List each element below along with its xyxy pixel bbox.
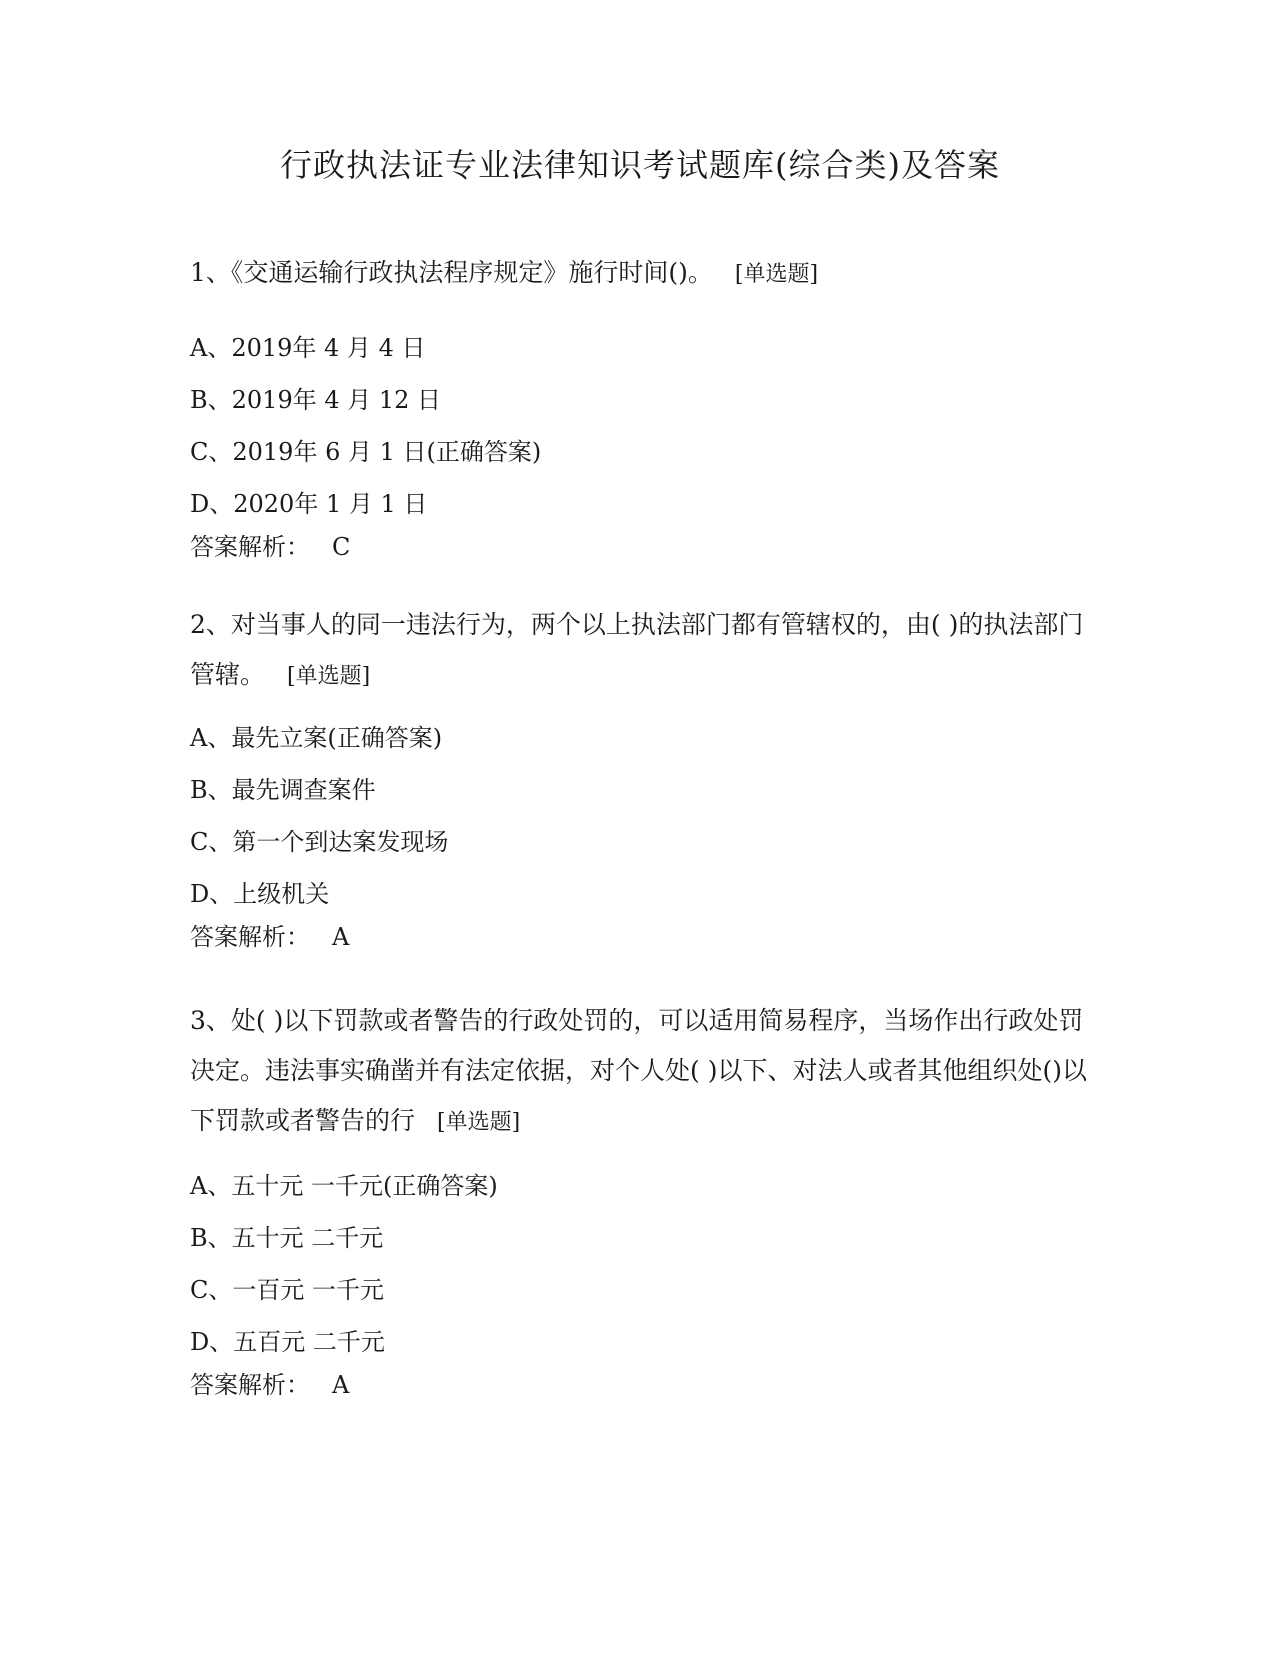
option-a: A、2019年 4 月 4 日: [190, 334, 426, 362]
question-2: [190, 600, 1090, 954]
option-b: B、最先调查案件: [190, 776, 376, 804]
answer-analysis: [190, 920, 1090, 954]
question-stem: [190, 600, 1090, 702]
question-text: 1、《交通运输行政执法程序规定》施行时间()。: [190, 258, 713, 287]
answer-value: C: [332, 533, 351, 561]
answer-value: A: [332, 923, 350, 951]
option-c: C、2019年 6 月 1 日(正确答案): [190, 438, 542, 466]
question-type: [单选题]: [734, 262, 819, 287]
option-b: B、2019年 4 月 12 日: [190, 386, 442, 414]
document-title: 行政执法证专业法律知识考试题库(综合类)及答案: [280, 146, 1000, 184]
option-d: D、上级机关: [190, 880, 330, 908]
answer-analysis: [190, 1368, 1090, 1402]
question-stem: [190, 996, 1090, 1148]
question-3: [190, 996, 1090, 1402]
analysis-label: 答案解析：: [190, 1371, 310, 1399]
option-d: D、五百元 二千元: [190, 1328, 385, 1356]
option-c: C、第一个到达案发现场: [190, 828, 449, 856]
question-1: [190, 248, 1090, 564]
question-stem: [190, 248, 1090, 300]
question-type: [单选题]: [287, 664, 371, 689]
question-type: [单选题]: [437, 1110, 521, 1135]
option-list: [190, 322, 1090, 530]
answer-analysis: [190, 530, 1090, 564]
option-a: A、五十元 一千元(正确答案): [190, 1172, 498, 1200]
option-b: B、五十元 二千元: [190, 1224, 384, 1252]
question-text: 3、处( )以下罚款或者警告的行政处罚的，可以适用简易程序，当场作出行政处罚决定。违法事实确凿并有法定依据，对个人处( )以下、对法人或者其他组织处()以下罚款或者警告的行: [190, 1006, 1087, 1135]
analysis-label: 答案解析：: [190, 923, 310, 951]
option-a: A、最先立案(正确答案): [190, 724, 443, 752]
answer-value: A: [332, 1371, 350, 1399]
question-text: 2、对当事人的同一违法行为，两个以上执法部门都有管辖权的，由( )的执法部门管辖。: [190, 610, 1084, 689]
option-c: C、一百元 一千元: [190, 1276, 384, 1304]
analysis-label: 答案解析：: [190, 533, 310, 561]
option-d: D、2020年 1 月 1 日: [190, 490, 428, 518]
option-list: [190, 712, 1090, 920]
option-list: [190, 1160, 1090, 1368]
